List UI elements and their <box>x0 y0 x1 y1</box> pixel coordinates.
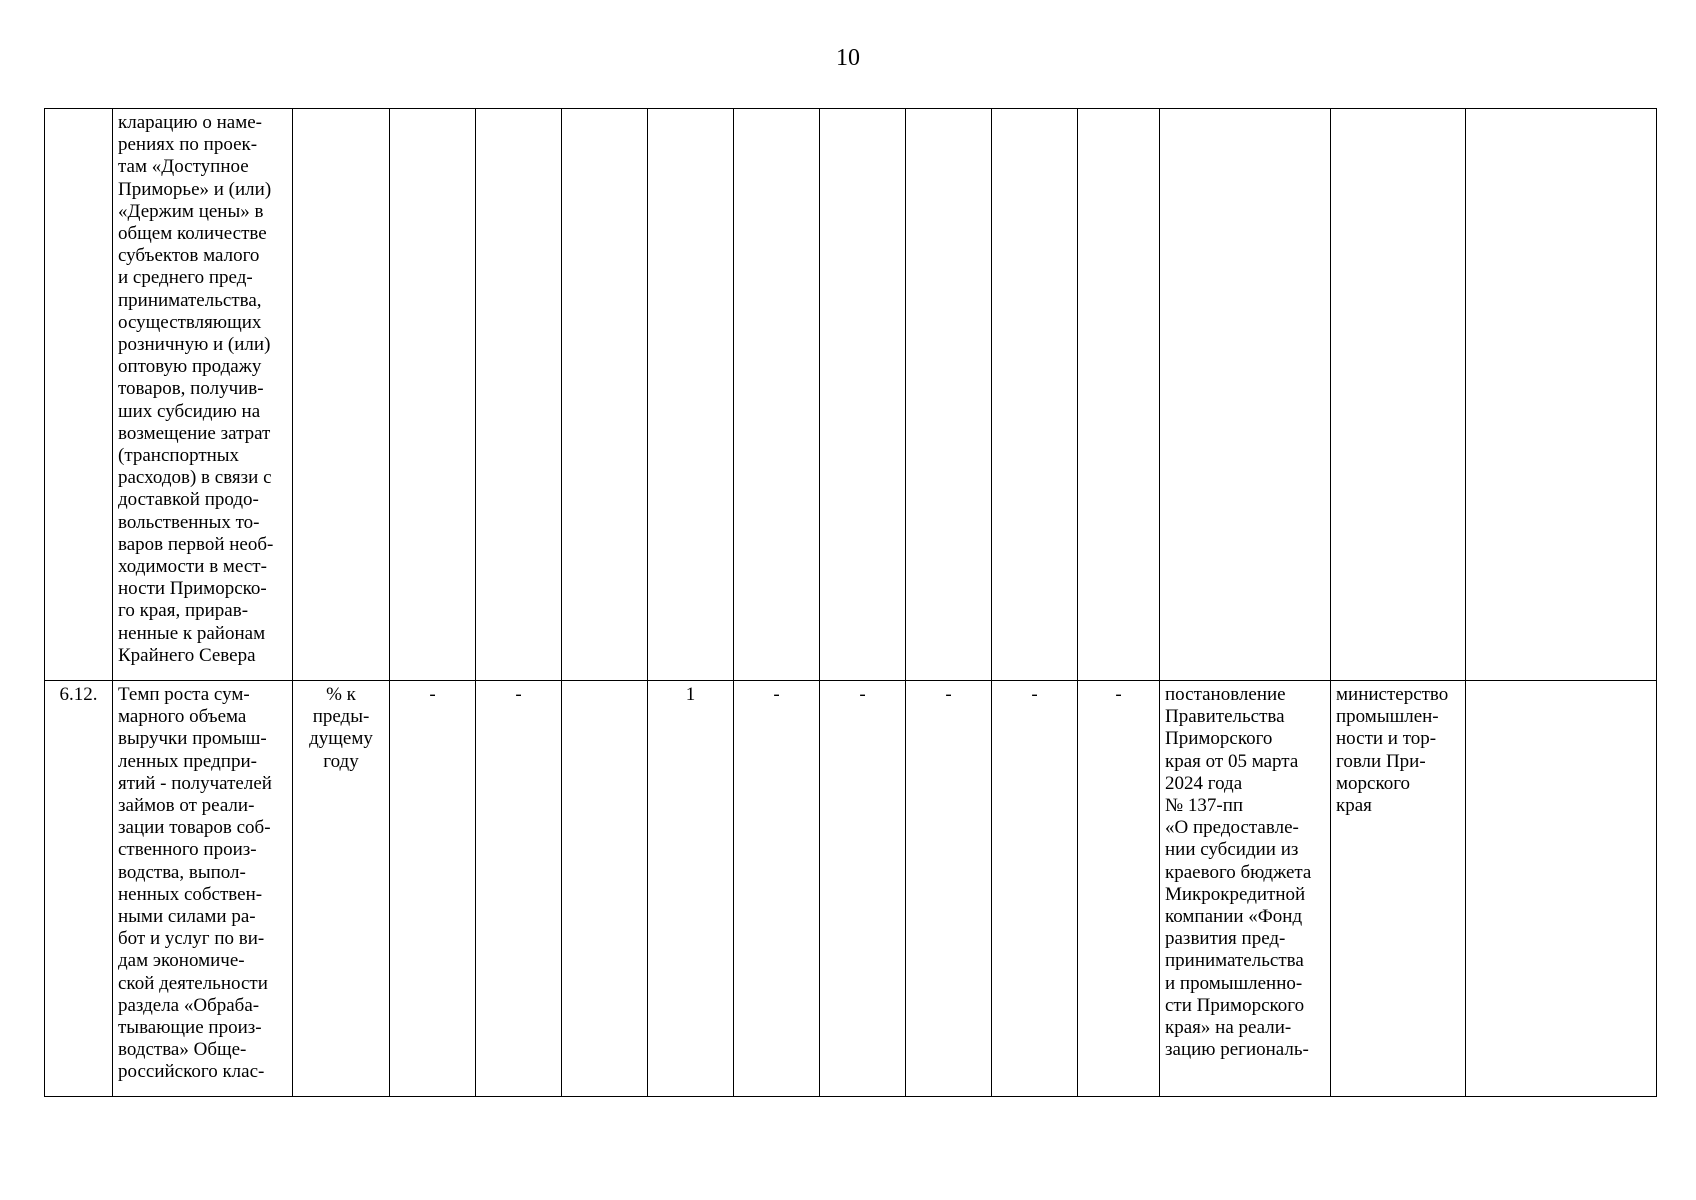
indicator-line: зации товаров соб- <box>118 817 271 839</box>
indicator-line: ятий - получателей <box>118 772 272 794</box>
indicator-line: возмещение затрат <box>118 422 271 444</box>
indicator-line: водства, выпол- <box>118 861 246 883</box>
value-text: - <box>1031 684 1038 705</box>
value-cell <box>562 109 648 681</box>
document-line: принимательства <box>1165 950 1304 972</box>
value-cell <box>906 681 992 1097</box>
table-row-6-12 <box>45 681 1657 1097</box>
document-line: сти Приморского <box>1165 994 1305 1016</box>
indicator-name-cell <box>113 109 293 681</box>
indicator-line: бот и услуг по ви- <box>118 928 265 950</box>
indicator-line: общем количестве <box>118 223 267 245</box>
value-cell <box>906 109 992 681</box>
document-line: и промышленно- <box>1165 972 1303 994</box>
value-cell <box>820 109 906 681</box>
indicator-line: там «Доступное <box>118 156 249 178</box>
indicator-line: осуществляющих <box>118 311 262 333</box>
indicator-line: го края, прирав- <box>118 600 249 622</box>
indicator-line: ненные к районам <box>118 622 266 644</box>
row-number-cell: 6.12. <box>45 681 113 1097</box>
indicator-line: Темп роста сум- <box>118 684 250 705</box>
responsible-line: министерство <box>1336 684 1449 705</box>
responsible-cell <box>1331 109 1466 681</box>
indicator-line: ших субсидию на <box>118 400 261 422</box>
value-text: - <box>859 684 866 705</box>
extra-cell <box>1466 109 1657 681</box>
unit-line: преды- <box>312 706 370 728</box>
indicator-line: и среднего пред- <box>118 267 253 289</box>
table-row-continued <box>45 109 1657 681</box>
indicator-line: ленных предпри- <box>118 750 257 772</box>
indicator-line: выручки промыш- <box>118 728 267 750</box>
value-cell <box>390 681 476 1097</box>
document-line: № 137-пп <box>1165 795 1244 817</box>
value-cell <box>992 681 1078 1097</box>
document-cell <box>1160 681 1331 1097</box>
indicator-line: ности Приморско- <box>118 578 267 600</box>
document-line: постановление <box>1165 684 1286 705</box>
value-cell <box>734 681 820 1097</box>
indicator-line: российского клас- <box>118 1061 265 1083</box>
extra-cell <box>1466 681 1657 1097</box>
value-text: 1 <box>685 684 696 705</box>
value-cell <box>820 681 906 1097</box>
value-text: - <box>515 684 522 705</box>
document-line: «О предоставле- <box>1165 817 1299 839</box>
value-cell <box>1078 109 1160 681</box>
indicator-line: ходимости в мест- <box>118 556 267 578</box>
unit-line: % к <box>326 684 356 705</box>
indicator-line: ненных собствен- <box>118 883 263 905</box>
indicator-line: (транспортных <box>118 445 240 467</box>
value-text: - <box>429 684 436 705</box>
unit-line: дущему <box>309 728 373 750</box>
indicator-line: вольственных то- <box>118 511 260 533</box>
document-line: развития пред- <box>1165 928 1286 950</box>
page-number: 10 <box>836 45 860 71</box>
indicator-line: Приморье» и (или) <box>118 178 272 200</box>
document-line: Приморского <box>1165 728 1273 750</box>
indicator-line: доставкой продо- <box>118 489 259 511</box>
document-line: краевого бюджета <box>1165 861 1312 883</box>
value-cell <box>648 109 734 681</box>
indicator-line: принимательства, <box>118 289 262 311</box>
document-line: зацию региональ- <box>1165 1039 1309 1061</box>
indicator-line: оптовую продажу <box>118 356 262 378</box>
responsible-line: говли При- <box>1336 750 1426 772</box>
indicator-line: варов первой необ- <box>118 533 274 555</box>
responsible-line: ности и тор- <box>1336 728 1437 750</box>
indicator-line: кларацию о наме- <box>118 112 262 133</box>
value-cell <box>476 109 562 681</box>
indicator-line: раздела «Обраба- <box>118 994 260 1016</box>
value-cell <box>476 681 562 1097</box>
responsible-line: края <box>1336 795 1372 817</box>
indicator-line: займов от реали- <box>118 795 255 817</box>
value-cell <box>1078 681 1160 1097</box>
indicator-line: водства» Обще- <box>118 1039 247 1061</box>
responsible-cell <box>1331 681 1466 1097</box>
document-line: 2024 года <box>1165 772 1243 794</box>
document-line: края от 05 марта <box>1165 750 1299 772</box>
document-line: Правительства <box>1165 706 1285 728</box>
document-line: компании «Фонд <box>1165 906 1303 928</box>
indicator-line: расходов) в связи с <box>118 467 272 489</box>
indicator-line: товаров, получив- <box>118 378 264 400</box>
value-text: - <box>945 684 952 705</box>
indicator-name-cell <box>113 681 293 1097</box>
document-line: нии субсидии из <box>1165 839 1299 861</box>
value-text: - <box>773 684 780 705</box>
indicators-table <box>44 108 1657 1097</box>
indicator-line: марного объема <box>118 706 247 728</box>
indicator-line: Крайнего Севера <box>118 644 256 666</box>
indicator-line: тывающие произ- <box>118 1017 262 1039</box>
unit-cell <box>293 681 390 1097</box>
indicator-line: ственного произ- <box>118 839 257 861</box>
value-cell <box>390 109 476 681</box>
document-line: края» на реали- <box>1165 1017 1292 1039</box>
unit-cell <box>293 109 390 681</box>
value-cell <box>562 681 648 1097</box>
value-cell <box>992 109 1078 681</box>
indicator-line: субъектов малого <box>118 245 260 267</box>
value-cell <box>734 109 820 681</box>
indicator-line: «Держим цены» в <box>118 200 264 222</box>
value-text: - <box>1115 684 1122 705</box>
document-cell <box>1160 109 1331 681</box>
document-line: Микрокредитной <box>1165 883 1306 905</box>
indicator-line: рениях по проек- <box>118 134 258 156</box>
indicator-line: ской деятельности <box>118 972 268 994</box>
responsible-line: морского <box>1336 772 1411 794</box>
value-cell <box>648 681 734 1097</box>
responsible-line: промышлен- <box>1336 706 1439 728</box>
row-number-cell <box>45 109 113 681</box>
indicator-line: ными силами ра- <box>118 906 256 928</box>
indicator-line: дам экономиче- <box>118 950 245 972</box>
unit-line: году <box>323 750 359 772</box>
indicator-line: розничную и (или) <box>118 334 271 356</box>
